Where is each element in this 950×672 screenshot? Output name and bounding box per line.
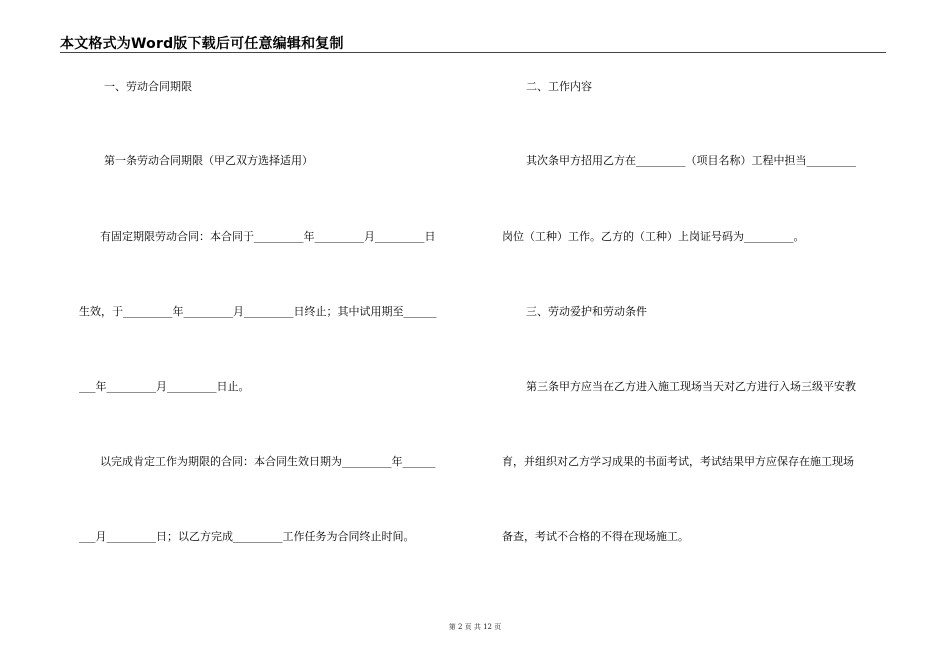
section-heading-work-content: 二、工作内容 [526, 80, 592, 93]
paragraph-line: 其次条甲方招用乙方在_________（项目名称）工程中担当_________ [526, 154, 856, 167]
header-title: 本文格式为Word版下载后可任意编辑和复制 [60, 36, 344, 52]
header-divider [60, 52, 886, 53]
paragraph-line: 第三条甲方应当在乙方进入施工现场当天对乙方进行入场三级平安教 [526, 380, 856, 393]
paragraph-line: ___年_________月_________日止。 [79, 380, 250, 393]
paragraph-line: 有固定期限劳动合同：本合同于_________年_________月_________日 [100, 230, 436, 243]
paragraph-line: 育，并组织对乙方学习成果的书面考试，考试结果甲方应保存在施工现场 [502, 455, 854, 468]
paragraph-line: 以完成肯定工作为期限的合同：本合同生效日期为_________年______ [100, 455, 436, 468]
section-heading-labor-protection: 三、劳动爱护和劳动条件 [526, 305, 647, 318]
paragraph-line: 生效，于_________年_________月_________日终止；其中试用期至______ [79, 305, 437, 318]
page-number: 第 2 页 共 12 页 [448, 623, 502, 631]
section-heading-contract-term: 一、劳动合同期限 [104, 80, 192, 93]
paragraph-line: ___月_________日；以乙方完成_________工作任务为合同终止时间。 [79, 530, 415, 543]
paragraph-line: 备查，考试不合格的不得在现场施工。 [502, 530, 689, 543]
paragraph-line: 岗位（工种）工作。乙方的（工种）上岗证号码为_________。 [502, 230, 805, 243]
clause-1-title: 第一条劳动合同期限（甲乙双方选择适用） [104, 154, 313, 167]
